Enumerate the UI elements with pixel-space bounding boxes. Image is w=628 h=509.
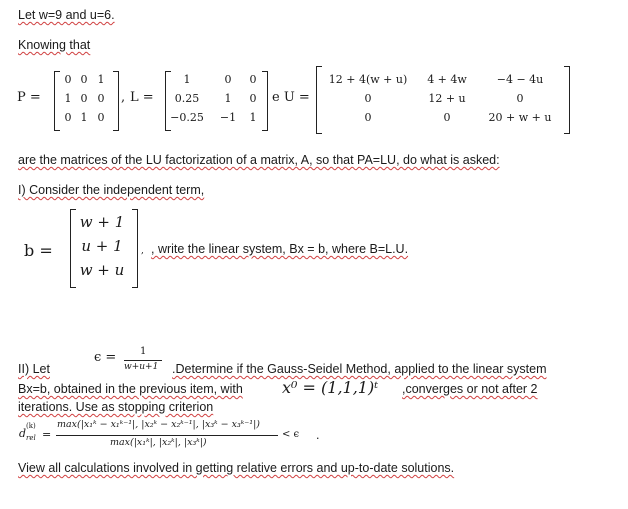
part2-text2b (402, 382, 538, 396)
u-cell-2-1: 0 (443, 111, 451, 124)
p-label: P = (17, 90, 41, 105)
u-cell-2-0: 0 (364, 111, 372, 124)
statement (18, 153, 500, 167)
l-cell-2-1: −1 (219, 111, 237, 124)
eps-denominator: w+u+1 (124, 362, 159, 372)
final-instruction-text: View all calculations involved in getting relative errors and up-to-date solutions. (18, 461, 455, 475)
p-cell-0-0: 0 (64, 73, 72, 86)
l-label: L = (130, 90, 154, 105)
b-tail-mark: , (141, 246, 144, 256)
final-instruction (18, 461, 454, 475)
intro-line (18, 8, 115, 22)
p-cell-2-1: 1 (80, 111, 88, 124)
d-superscript: (k) (26, 422, 36, 430)
part1-title (18, 183, 204, 197)
l-cell-0-0: 1 (183, 73, 191, 86)
p-cell-1-0: 1 (64, 92, 72, 105)
d-equals: = (42, 428, 52, 441)
part1-instruction-text: , write the linear system, Bx = b, where B=L.U. (151, 242, 409, 256)
knowing-text: Knowing that (18, 38, 91, 52)
u-cell-0-1: 4 + 4w (427, 73, 467, 86)
part2-text2a (18, 382, 243, 396)
p-cell-0-2: 1 (97, 73, 105, 86)
part1-title-text: I) Consider the independent term, (18, 183, 205, 197)
p-cell-1-1: 0 (80, 92, 88, 105)
d-label: d (19, 427, 27, 440)
p-cell-2-0: 0 (64, 111, 72, 124)
l-cell-0-1: 0 (224, 73, 232, 86)
u-cell-0-2: −4 − 4u (496, 73, 544, 86)
p-cell-0-1: 0 (80, 73, 88, 86)
l-cell-1-1: 1 (224, 92, 232, 105)
p-sep: , (121, 90, 126, 105)
eps-symbol: ϵ = (94, 350, 117, 365)
statement-text: are the matrices of the LU factorization of a matrix, A, so that PA=LU, do what is asked: (18, 153, 500, 167)
b-entry-0: w + 1 (79, 213, 125, 231)
part2-text2b-span: ,converges or not after 2 (402, 382, 538, 396)
part2-text3-span: iterations. Use as stopping criterion (18, 400, 214, 414)
part2-text1-span: .Determine if the Gauss-Seidel Method, applied to the linear system (172, 362, 547, 376)
part2-text1 (172, 362, 547, 376)
d-subscript: rel (26, 434, 36, 442)
u-cell-1-2: 0 (516, 92, 524, 105)
x0-initial-vector: x⁰ = (1,1,1)ᵗ (282, 378, 379, 397)
l-cell-1-2: 0 (249, 92, 257, 105)
b-label: b = (24, 241, 53, 260)
eps-fraction-line (124, 360, 162, 361)
part1-instruction (151, 242, 408, 256)
intro-text: Let w=9 and u=6. (18, 8, 115, 22)
l-cell-0-2: 0 (249, 73, 257, 86)
knowing-line (18, 38, 90, 52)
criterion-tail: < ϵ (282, 429, 300, 440)
u-cell-1-1: 12 + u (428, 92, 466, 105)
part2-label-text: II) Let (18, 362, 50, 376)
l-cell-2-2: 1 (249, 111, 257, 124)
b-entry-1: u + 1 (81, 237, 123, 255)
criterion-numerator: max(|x₁ᵏ − x₁ᵏ⁻¹|, |x₂ᵏ − x₂ᵏ⁻¹|, |x₃ᵏ − x₃ᵏ⁻¹|) (57, 419, 260, 430)
part2-text2a-span: Bx=b, obtained in the previous item, with (18, 382, 243, 396)
criterion-fraction-line (56, 435, 278, 436)
p-cell-1-2: 0 (97, 92, 105, 105)
p-cell-2-2: 0 (97, 111, 105, 124)
b-entry-2: w + u (79, 261, 125, 279)
part2-label (18, 362, 50, 376)
u-cell-0-0: 12 + 4(w + u) (328, 73, 408, 86)
u-cell-2-2: 20 + w + u (488, 111, 552, 124)
u-label: e U = (272, 90, 310, 105)
l-cell-2-0: −0.25 (170, 111, 204, 124)
l-cell-1-0: 0.25 (174, 92, 200, 105)
criterion-denominator: max(|x₁ᵏ|, |x₂ᵏ|, |x₃ᵏ|) (110, 437, 207, 448)
eps-numerator: 1 (140, 346, 147, 357)
criterion-dot: . (316, 428, 320, 442)
u-cell-1-0: 0 (364, 92, 372, 105)
part2-text3 (18, 400, 213, 414)
